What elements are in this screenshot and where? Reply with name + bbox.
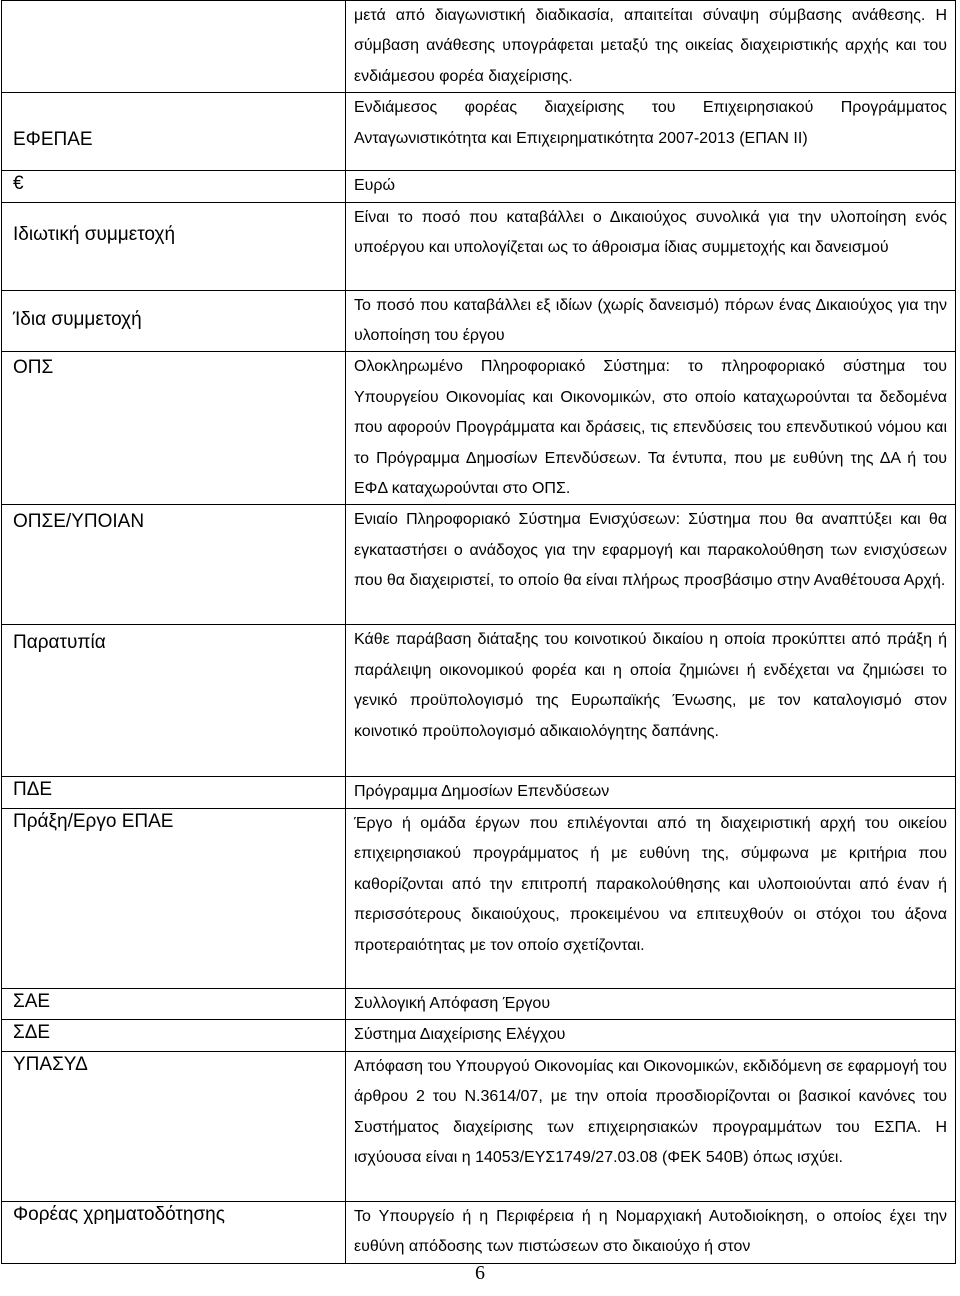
term-cell xyxy=(2,808,346,988)
definition-cell: Συλλογική Απόφαση Έργου xyxy=(346,988,956,1019)
term-cell xyxy=(2,1,346,93)
page-number: 6 xyxy=(475,1262,485,1284)
definition-cell: Ενιαίο Πληροφοριακό Σύστημα Ενισχύσεων: Σύστημα που θα αναπτύξει και θα εγκαταστήσει ο ανάδοχος για την εφαρμογή και παρακολούθηση των ενισχύσεων που θα διαχειριστεί, το οποίο θα είναι πλήρως προσβάσιμο στην Αναθέτουσα Αρχή. xyxy=(346,505,956,625)
term-cell xyxy=(2,171,346,202)
definition-cell: μετά από διαγωνιστική διαδικασία, απαιτείται σύναψη σύμβασης ανάθεσης. Η σύμβαση ανάθεσης υπογράφεται μεταξύ της οικείας διαχειριστικής αρχής και του ενδιάμεσου φορέα διαχείρισης. xyxy=(346,1,956,93)
definition-cell: Το Υπουργείο ή η Περιφέρεια ή η Νομαρχιακή Αυτοδιοίκηση, ο οποίος έχει την ευθύνη απόδοσης των πιστώσεων στο δικαιούχο ή στον xyxy=(346,1201,956,1263)
table-row xyxy=(2,202,956,290)
table-row xyxy=(2,808,956,988)
term-cell xyxy=(2,777,346,808)
term-cell xyxy=(2,988,346,1019)
term-cell xyxy=(2,625,346,777)
term-cell xyxy=(2,1020,346,1051)
glossary-body xyxy=(2,1,956,1264)
term-label: Ίδια συμμετοχή xyxy=(13,308,142,330)
definition-cell: Ευρώ xyxy=(346,171,956,202)
term-cell xyxy=(2,1051,346,1201)
definition-cell: Πρόγραμμα Δημοσίων Επενδύσεων xyxy=(346,777,956,808)
term-label: Ιδιωτική συμμετοχή xyxy=(13,223,176,245)
table-row xyxy=(2,290,956,352)
term-cell xyxy=(2,93,346,171)
definition-cell: Το ποσό που καταβάλλει εξ ιδίων (χωρίς δανεισμό) πόρων ένας Δικαιούχος για την υλοποίηση του έργου xyxy=(346,290,956,352)
table-row xyxy=(2,1020,956,1051)
term-label: ΣΑΕ xyxy=(13,990,51,1012)
table-row xyxy=(2,777,956,808)
term-label: ΠΔΕ xyxy=(13,779,53,801)
term-cell xyxy=(2,352,346,505)
table-row xyxy=(2,505,956,625)
definition-cell: Ολοκληρωμένο Πληροφοριακό Σύστημα: το πληροφοριακό σύστημα του Υπουργείου Οικονομίας και Οικονομικών, στο οποίο καταχωρούνται τα δεδομένα που αφορούν Προγράμματα και δράσεις, τις επενδύσεις του επενδυτικού νόμου και το Πρόγραμμα Δημοσίων Επενδύσεων. Τα έντυπα, που με ευθύνη της ΔΑ ή του ΕΦΔ καταχωρούνται στο ΟΠΣ. xyxy=(346,352,956,505)
term-label: ΕΦΕΠΑΕ xyxy=(13,129,93,151)
term-label: ΣΔΕ xyxy=(13,1022,51,1044)
term-label: ΥΠΑΣΥΔ xyxy=(13,1053,88,1075)
definition-cell: Σύστημα Διαχείρισης Ελέγχου xyxy=(346,1020,956,1051)
definition-cell: Απόφαση του Υπουργού Οικονομίας και Οικονομικών, εκδιδόμενη σε εφαρμογή του άρθρου 2 του Ν.3614/07, με την οποία προσδιορίζονται οι βασικοί κανόνες του Συστήματος διαχείρισης των επιχειρησιακών προγραμμάτων του ΕΣΠΑ. Η ισχύουσα είναι η 14053/ΕΥΣ1749/27.03.08 (ΦΕΚ 540Β) όπως ισχύει. xyxy=(346,1051,956,1201)
glossary-table xyxy=(1,0,956,1264)
definition-cell: Έργο ή ομάδα έργων που επιλέγονται από τη διαχειριστική αρχή του οικείου επιχειρησιακού προγράμματος ή με ευθύνη της, σύμφωνα με κριτήρια που καθορίζονται από την επιτροπή παρακολούθησης και υλοποιούνται από έναν ή περισσότερους δικαιούχους, προκειμένου να επιτευχθούν οι στόχοι του άξονα προτεραιότητας με τον οποίο σχετίζονται. xyxy=(346,808,956,988)
term-cell xyxy=(2,1201,346,1263)
term-cell xyxy=(2,202,346,290)
term-label: Παρατυπία xyxy=(13,632,106,654)
term-label: ΟΠΣ xyxy=(13,357,54,379)
term-label: Πράξη/Εργο ΕΠΑΕ xyxy=(13,810,174,832)
table-row xyxy=(2,1201,956,1263)
definition-cell: Είναι το ποσό που καταβάλλει ο Δικαιούχος συνολικά για την υλοποίηση ενός υποέργου και υπολογίζεται ως το άθροισμα ίδιας συμμετοχής και δανεισμού xyxy=(346,202,956,290)
definition-cell: Ενδιάμεσος φορέας διαχείρισης του Επιχειρησιακού Προγράμματος Ανταγωνιστικότητα και Επιχειρηματικότητα 2007-2013 (ΕΠΑΝ ΙΙ) xyxy=(346,93,956,171)
definition-cell: Κάθε παράβαση διάταξης του κοινοτικού δικαίου η οποία προκύπτει από πράξη ή παράλειψη οικονομικού φορέα και η οποία ζημιώνει ή ενδέχεται να ζημιώσει το γενικό προϋπολογισμό της Ευρωπαϊκής Ένωσης, με τον καταλογισμό στον κοινοτικό προϋπολογισμό αδικαιολόγητης δαπάνης. xyxy=(346,625,956,777)
table-row xyxy=(2,171,956,202)
table-row xyxy=(2,93,956,171)
term-label: Φορέας χρηματοδότησης xyxy=(13,1203,225,1225)
table-row xyxy=(2,1,956,93)
table-row xyxy=(2,625,956,777)
term-label: € xyxy=(13,173,24,195)
table-row xyxy=(2,988,956,1019)
table-row xyxy=(2,1051,956,1201)
term-cell xyxy=(2,505,346,625)
term-label: ΟΠΣΕ/ΥΠΟΙΑΝ xyxy=(13,511,145,533)
table-row xyxy=(2,352,956,505)
term-cell xyxy=(2,290,346,352)
